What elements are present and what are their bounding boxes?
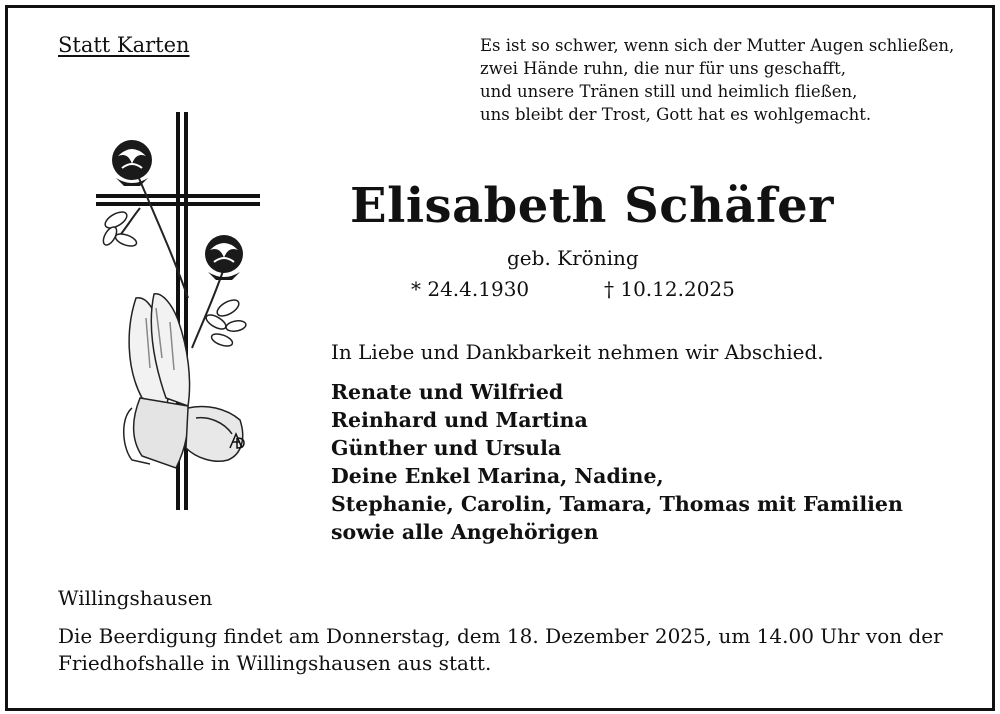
funeral-info [58, 623, 943, 677]
mourner-line: Stephanie, Carolin, Tamara, Thomas mit Familien [331, 492, 903, 516]
mourner-line: Renate und Wilfried [331, 380, 564, 404]
praying-hands-icon [124, 294, 243, 468]
mourner-line: Deine Enkel Marina, Nadine, [331, 464, 664, 488]
cross-roses-praying-hands-illustration [96, 108, 260, 518]
place-name: Willingshausen [58, 586, 213, 610]
statt-karten-label: Statt Karten [58, 33, 190, 57]
funeral-line: Friedhofshalle in Willingshausen aus statt. [58, 651, 492, 675]
mourner-line: Günther und Ursula [331, 436, 562, 460]
poem-line: und unsere Tränen still und heimlich fließen, [480, 82, 858, 101]
funeral-line: Die Beerdigung findet am Donnerstag, dem 18. Dezember 2025, um 14.00 Uhr von der [58, 624, 943, 648]
mourner-line: Reinhard und Martina [331, 408, 588, 432]
mourners-list [331, 378, 903, 546]
poem-line: Es ist so schwer, wenn sich der Mutter Augen schließen, [480, 36, 955, 55]
poem-line: zwei Hände ruhn, die nur für uns geschafft, [480, 59, 846, 78]
birth-name: geb. Kröning [507, 246, 639, 270]
death-date: † 10.12.2025 [604, 277, 735, 301]
farewell-text: In Liebe und Dankbarkeit nehmen wir Abschied. [331, 340, 824, 364]
rose-icon [112, 140, 152, 186]
poem [480, 34, 954, 126]
deceased-name: Elisabeth Schäfer [350, 178, 834, 234]
poem-line: uns bleibt der Trost, Gott hat es wohlgemacht. [480, 105, 872, 124]
rose-icon [205, 235, 243, 280]
birth-date: * 24.4.1930 [411, 277, 530, 301]
mourner-line: sowie alle Angehörigen [331, 520, 599, 544]
